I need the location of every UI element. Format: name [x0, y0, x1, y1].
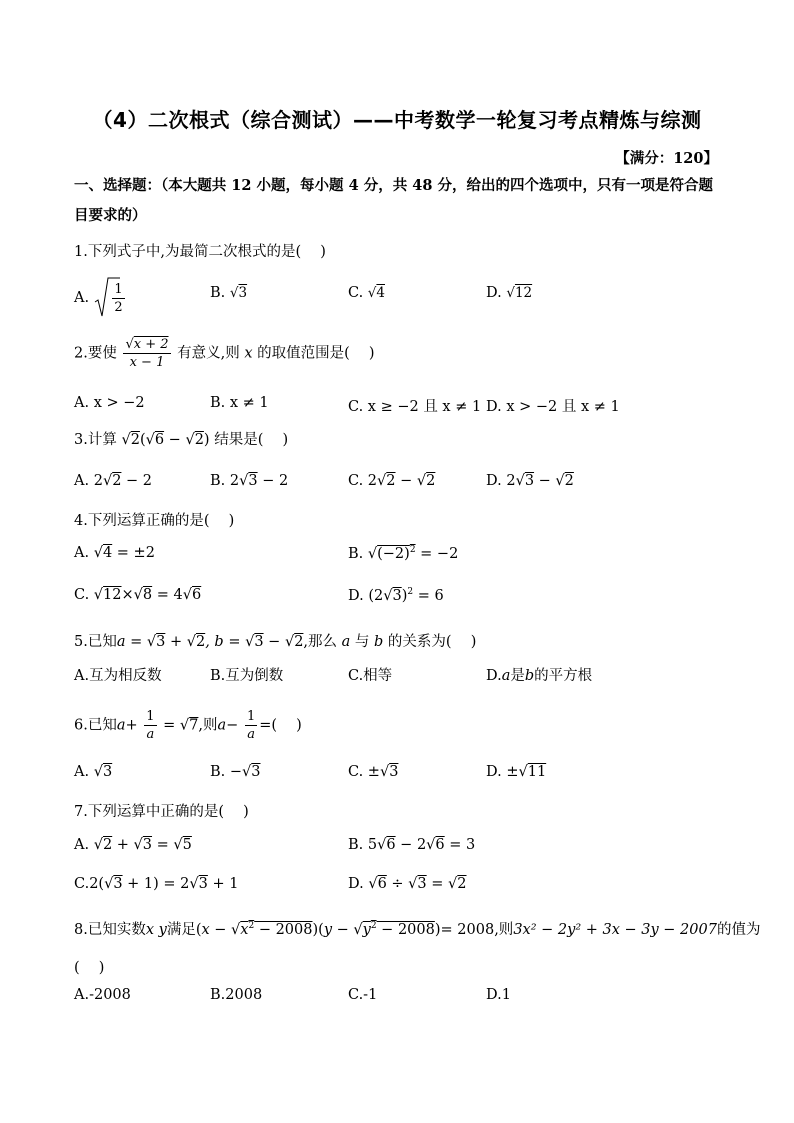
question-8-paren: ( ) [74, 960, 105, 976]
sqrt-radicand: 6 [154, 432, 165, 448]
stem-text: ,那么 [303, 634, 338, 650]
option-label: A. [74, 290, 94, 306]
sqrt-radicand: 6 [377, 876, 387, 892]
sqrt-radicand: 3 [102, 764, 113, 780]
sqrt-expr: √3 [229, 285, 248, 301]
expression: 3x² − 2y² + 3x − 3y − 2007 [513, 922, 717, 938]
sqrt-radicand: $(-2)^2$ [377, 545, 416, 562]
q3-option-a: A. 2√2 − 2 [74, 473, 153, 489]
fraction-denominator: a [146, 727, 155, 742]
sqrt-radicand: 3 [238, 285, 248, 301]
q2-option-b: B. x ≠ 1 [210, 395, 269, 411]
q7-option-d: D. √6 ÷ √3 = √2 [348, 876, 467, 892]
sqrt-radicand: 5 [182, 837, 192, 853]
q6-option-b: B. −√3 [210, 764, 261, 780]
operator: + [165, 634, 187, 650]
sqrt-radicand: 3 [417, 876, 427, 892]
fraction-denominator: 2 [114, 299, 123, 315]
sqrt-radicand: $x^2 - 2008$ [240, 921, 313, 938]
result: = −2 [420, 545, 459, 562]
stem-text: 满足 [166, 922, 196, 938]
stem-text: =( ) [259, 717, 302, 734]
equation: , b = [205, 634, 246, 650]
sqrt-radicand: 6 [386, 837, 396, 853]
section-heading: 一、选择题：（本大题共 12 小题，每小题 4 分，共 48 分，给出的四个选项中，只有一项是符合题目要求的） [74, 177, 713, 224]
sqrt-radicand: 3 [392, 587, 402, 604]
fraction [123, 336, 170, 371]
q3-option-c: C. 2√2 − √2 [348, 473, 436, 489]
term: − 2 [262, 473, 289, 489]
fraction-numerator: 1 [146, 709, 155, 724]
coef: 2 [93, 473, 103, 489]
q8-option-d: D.1 [486, 987, 511, 1003]
coef: 2 [506, 473, 516, 489]
expression: 2( [89, 876, 105, 892]
option-label: D. [486, 668, 502, 684]
stem-text: 5.已知 [74, 634, 117, 650]
expression: √2(√6 − √2) [121, 432, 210, 448]
q5-option-d: D.a是b的平方根 [486, 668, 593, 684]
q1-option-b [210, 285, 247, 301]
q2-option-d: D. x > −2 且 x ≠ 1 [486, 399, 620, 415]
sqrt-radicand: 2 [564, 473, 574, 489]
stem-text: 8.已知实数 [74, 922, 146, 938]
score-label: 【满分：120】 [615, 150, 718, 167]
sqrt-radicand: 3 [524, 473, 535, 489]
fraction [144, 708, 156, 743]
sqrt-radicand: 4 [102, 545, 113, 561]
q6-option-c: C. ±√3 [348, 764, 399, 780]
option-label: B. [210, 764, 230, 780]
q7-option-b: B. 5√6 − 2√6 = 3 [348, 837, 476, 853]
q3-option-b: B. 2√3 − 2 [210, 473, 289, 489]
q8-option-b: B.2008 [210, 987, 263, 1003]
sqrt-radicand: 3 [254, 634, 264, 650]
q2-option-c: C. x ≥ −2 且 x ≠ 1 [348, 399, 482, 415]
operator: − [400, 473, 413, 489]
operator: × [121, 587, 134, 603]
sqrt-radicand: 11 [527, 764, 547, 780]
option-label: D. [348, 876, 369, 892]
fraction-denominator: x − 1 [129, 355, 165, 370]
option-label: A. [74, 837, 94, 853]
q7-option-a: A. √2 + √3 = √5 [74, 837, 192, 853]
question-3-stem [74, 428, 288, 449]
sqrt-radicand: 8 [142, 587, 153, 603]
q4-option-a: A. √4 = ±2 [74, 545, 155, 561]
question-5-stem: 5.已知a = √3 + √2, b = √3 − √2,那么 a 与 b 的关系为( ) [74, 634, 477, 650]
option-label: C. [74, 876, 90, 892]
stem-text: 有意义,则 [177, 345, 240, 362]
result: = 4 [156, 587, 183, 603]
sqrt-radicand: 12 [514, 285, 533, 301]
q4-option-b: B. $√(-2)^2 = -2$ [348, 545, 459, 562]
stem-variable: x [244, 345, 253, 362]
fraction-numerator: √x + 2 [125, 337, 169, 352]
q1-option-c [348, 285, 385, 301]
q1-option-d [486, 285, 532, 301]
option-label: D. [486, 764, 507, 780]
sqrt-radicand: 2 [112, 473, 122, 489]
q5-option-b: B.互为倒数 [210, 668, 284, 684]
sqrt-radicand: 6 [191, 587, 202, 603]
q8-option-c: C.-1 [348, 987, 378, 1003]
q4-option-d: D. $(2√3)^2 = 6$ [348, 587, 444, 604]
sqrt-radicand: 3 [156, 634, 166, 650]
q7-option-c: C.2(√3 + 1) = 2√3 + 1 [74, 876, 239, 892]
sqrt-radicand: 3 [389, 764, 399, 780]
q5-option-a: A.互为相反数 [74, 668, 162, 684]
sqrt-radicand: 2 [102, 837, 113, 853]
operator: − [226, 717, 239, 734]
sqrt-radicand: 12 [103, 587, 122, 603]
option-label: A. [74, 473, 94, 489]
stem-text: 2.要使 [74, 345, 117, 362]
sqrt-radicand: 6 [435, 837, 445, 853]
result: = 6 [417, 587, 444, 604]
option-label: C. [348, 473, 368, 489]
operator: − [538, 473, 551, 489]
sqrt-radicand: 2 [457, 876, 467, 892]
q1-option-a [74, 276, 127, 320]
option-label: D. [486, 285, 507, 301]
q6-option-a: A. √3 [74, 764, 113, 780]
stem-text: ,则 [198, 717, 218, 734]
operator: − [263, 634, 285, 650]
option-text: 是 [510, 668, 525, 684]
sqrt-radicand: 3 [198, 876, 208, 892]
sqrt-radicand: 7 [189, 717, 199, 734]
result: = 3 [449, 837, 476, 853]
sqrt-radicand: $y^2 - 2008$ [362, 921, 435, 938]
question-7-stem: 7.下列运算中正确的是( ) [74, 804, 249, 820]
fraction [245, 708, 257, 743]
sqrt-radicand: x + 2 [133, 337, 169, 352]
option-label: C. [348, 764, 368, 780]
option-label: D. [348, 587, 369, 604]
fraction-numerator: 1 [246, 709, 256, 724]
option-label: B. [210, 473, 230, 489]
fraction-numerator: 1 [114, 281, 123, 297]
sqrt-radicand: 2 [426, 473, 436, 489]
option-label: B. [348, 837, 368, 853]
stem-text: 的关系为( ) [387, 634, 477, 650]
question-1-stem: 1.下列式子中,为最简二次根式的是( ) [74, 244, 326, 260]
coef: 2 [367, 473, 378, 489]
question-4-stem: 4.下列运算正确的是( ) [74, 513, 235, 529]
stem-text: ,则 [494, 922, 514, 938]
sqrt-radicand: 2 [386, 473, 396, 489]
fraction-denominator: a [247, 727, 255, 742]
option-label: C. [74, 587, 94, 603]
result: = 2008 [440, 922, 495, 938]
q4-option-c: C. √12×√8 = 4√6 [74, 587, 202, 603]
sqrt-radicand: 3 [142, 837, 153, 853]
page-title: （4）二次根式（综合测试）——中考数学一轮复习考点精炼与综测 [92, 108, 702, 132]
stem-text: 的值为 [716, 922, 761, 938]
question-6-stem: 6.已知a+ $\frac{1}{a}$ = √7,则a− $\frac{1}{a}$ =( ) [74, 709, 302, 742]
option-text: 的平方根 [534, 668, 593, 684]
sqrt-radicand: 2 [294, 634, 304, 650]
option-label: A. [74, 764, 94, 780]
stem-text: 3.计算 [74, 432, 117, 448]
operator: + [125, 717, 138, 734]
coef: 2 [229, 473, 240, 489]
option-label: A. [74, 545, 94, 561]
option-label: C. [348, 285, 368, 301]
sqrt-radicand: 3 [248, 473, 258, 489]
fraction [112, 281, 124, 316]
question-8-stem: 8.已知实数x y满足$(x - √x^2 - 2008)(y - √y^2 - 2008)= 2008$,则3x² − 2y² + 3x − 3y − 2007的值为 [74, 921, 761, 938]
q8-option-a: A.-2008 [74, 987, 131, 1003]
sqrt-radicand: 2 [130, 432, 140, 448]
term: − 2 [126, 473, 153, 489]
q6-option-d: D. ±√11 [486, 764, 547, 780]
q3-option-d: D. 2√3 − √2 [486, 473, 574, 489]
question-2-stem [74, 336, 375, 371]
option-label: B. [210, 285, 230, 301]
stem-text: 与 [350, 634, 375, 650]
sqrt-radicand: 3 [113, 876, 123, 892]
equation: a = [116, 634, 147, 650]
option-label: D. [486, 473, 507, 489]
q2-option-a: A. x > −2 [74, 395, 145, 411]
sqrt-radicand: 2 [194, 432, 204, 448]
q5-option-c: C.相等 [348, 668, 393, 684]
sqrt-expr: √12 [506, 285, 533, 301]
sqrt-radicand: 2 [195, 634, 206, 650]
variables: x y [145, 922, 167, 938]
stem-text: 结果是( ) [214, 432, 289, 448]
stem-text: 6.已知 [74, 717, 117, 734]
operator: = [431, 876, 449, 892]
sqrt-radicand: 3 [251, 764, 261, 780]
sqrt-radicand: 4 [376, 285, 385, 301]
option-label: B. [348, 545, 368, 562]
sqrt-expr: √4 [367, 285, 385, 301]
operator: = [158, 717, 180, 734]
result: = ±2 [116, 545, 155, 561]
operator: = [156, 837, 174, 853]
stem-text: 的取值范围是( ) [257, 345, 375, 362]
